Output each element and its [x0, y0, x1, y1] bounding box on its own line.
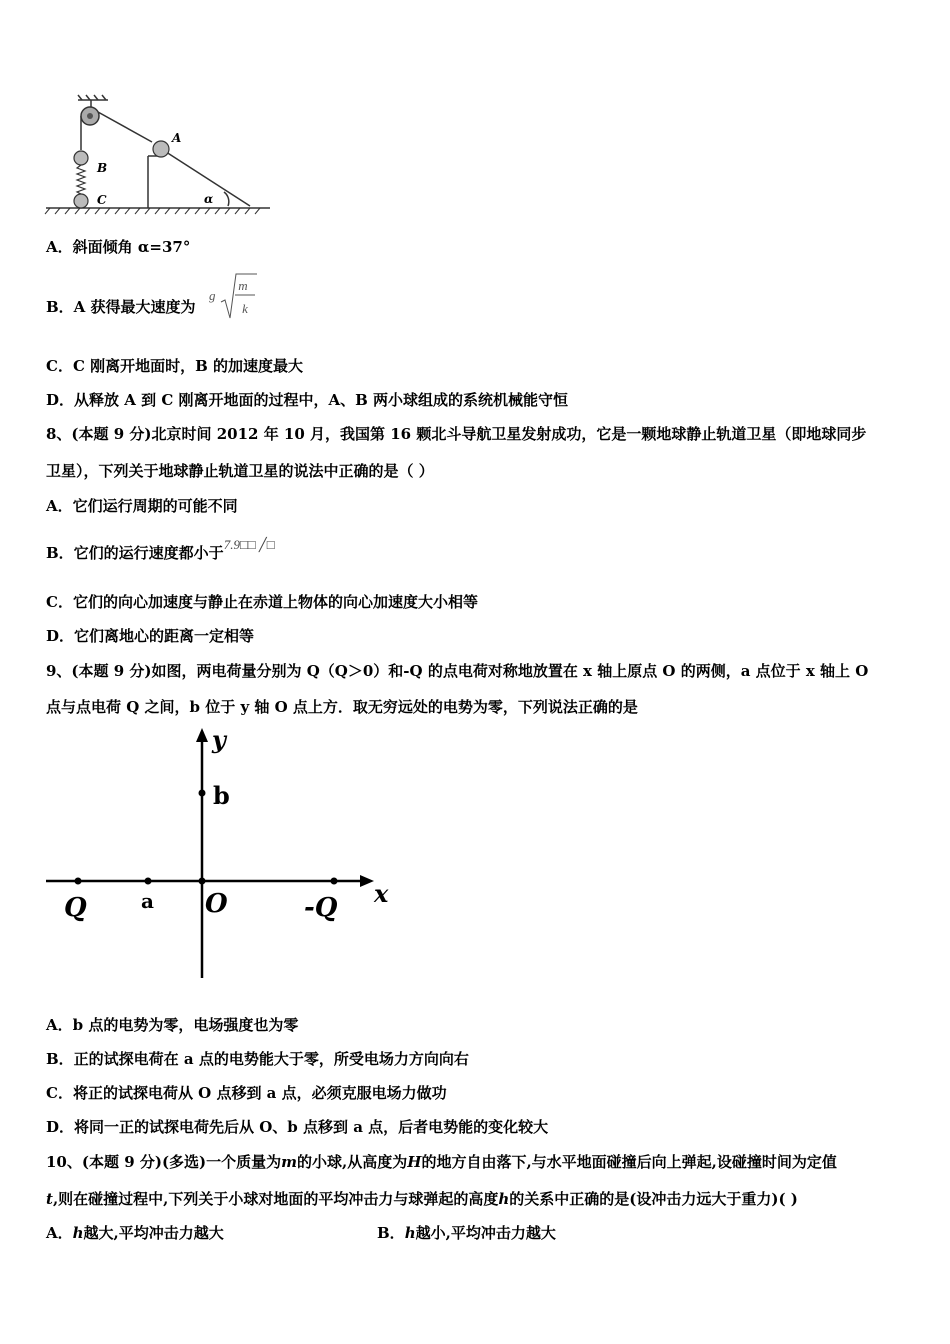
q10-b-prefix: B．: [377, 1224, 405, 1242]
label-C: C: [97, 193, 107, 207]
q9-option-d: D．将同一正的试探电荷先后从 O、b 点移到 a 点，后者电势能的变化较大: [46, 1118, 549, 1136]
q9-option-a: A．b 点的电势为零，电场强度也为零: [46, 1016, 299, 1034]
axis-y-label: y: [212, 725, 226, 754]
q10-option-b: [377, 1222, 556, 1243]
q10-text-5: 的关系中正确的是(设冲击力远大于重力)( ): [509, 1190, 798, 1208]
q8-option-a: A．它们运行周期的可能不同: [46, 497, 238, 515]
q10-text-2: 的小球,从高度为: [297, 1153, 408, 1171]
label-A: A: [172, 131, 182, 145]
q10-option-a: [46, 1222, 224, 1243]
pulley-incline-figure: [40, 94, 280, 220]
charge-axis-figure: [40, 724, 410, 982]
q7-option-a: A．斜面倾角 α=37°: [46, 238, 191, 256]
q10-b-var-h: h: [404, 1224, 416, 1242]
label-B: B: [97, 161, 108, 175]
axis-x-label: x: [374, 879, 389, 908]
q8-option-b: [46, 537, 275, 563]
q7-option-c: C．C 刚离开地面时，B 的加速度最大: [46, 357, 304, 375]
q9-option-b: B．正的试探电荷在 a 点的电势能大于零，所受电场力方向向右: [46, 1050, 469, 1068]
point-a-label: a: [141, 889, 154, 913]
origin-O-label: O: [205, 889, 228, 919]
q7-option-b: [46, 296, 196, 317]
q10-var-h: h: [498, 1190, 510, 1208]
q9-stem-line2: 点与点电荷 Q 之间，b 位于 y 轴 O 点上方．取无穷远处的电势为零，下列说法正确的是: [46, 698, 638, 716]
q10-var-H: H: [407, 1153, 422, 1171]
q10-a-prefix: A．: [46, 1224, 73, 1242]
q7-option-d: D．从释放 A 到 C 刚离开地面的过程中，A、B 两小球组成的系统机械能守恒: [46, 391, 569, 409]
q10-text-1: 10、(本题 9 分)(多选)一个质量为: [46, 1153, 282, 1171]
formula-den: k: [242, 301, 248, 316]
q10-text-4: ,则在碰撞过程中,下列关于小球对地面的平均冲击力与球弹起的高度: [52, 1190, 499, 1208]
q10-text-3: 的地方自由落下,与水平地面碰撞后向上弹起,设碰撞时间为定值: [421, 1153, 837, 1171]
q9-option-c: C．将正的试探电荷从 O 点移到 a 点，必须克服电场力做功: [46, 1084, 447, 1102]
q10-stem-line1: [46, 1151, 837, 1172]
q8-option-c: C．它们的向心加速度与静止在赤道上物体的向心加速度大小相等: [46, 593, 478, 611]
q10-stem-line2: [46, 1188, 798, 1209]
q10-a-var-h: h: [72, 1224, 84, 1242]
q8-option-d: D．它们离地心的距离一定相等: [46, 627, 255, 645]
q7-option-b-text: B．A 获得最大速度为: [46, 298, 196, 316]
q10-var-t: t: [46, 1190, 53, 1208]
q10-var-m: m: [281, 1153, 298, 1171]
label-alpha: α: [204, 192, 214, 206]
q8-speed-formula: 7.9□□ ╱□: [223, 537, 275, 552]
formula-num: m: [238, 278, 248, 293]
point-b-label: b: [213, 781, 230, 810]
sqrt-formula: [207, 270, 259, 322]
q10-a-text: 越大,平均冲击力越大: [83, 1224, 224, 1242]
charge-negQ-label: -Q: [304, 893, 338, 923]
formula-g: g: [209, 288, 216, 303]
q8-stem-line1: 8、(本题 9 分)北京时间 2012 年 10 月，我国第 16 颗北斗导航卫星发射成功，它是一颗地球静止轨道卫星（即地球同步: [46, 425, 867, 443]
q8-option-b-text: B．它们的运行速度都小于: [46, 544, 224, 562]
q8-stem-line2: 卫星），下列关于地球静止轨道卫星的说法中正确的是（ ）: [46, 462, 434, 480]
q10-b-text: 越小,平均冲击力越大: [415, 1224, 556, 1242]
q9-stem-line1: 9、(本题 9 分)如图，两电荷量分别为 Q（Q＞0）和-Q 的点电荷对称地放置在 x 轴上原点 O 的两侧，a 点位于 x 轴上 O: [46, 662, 869, 680]
charge-Q-label: Q: [64, 893, 87, 923]
